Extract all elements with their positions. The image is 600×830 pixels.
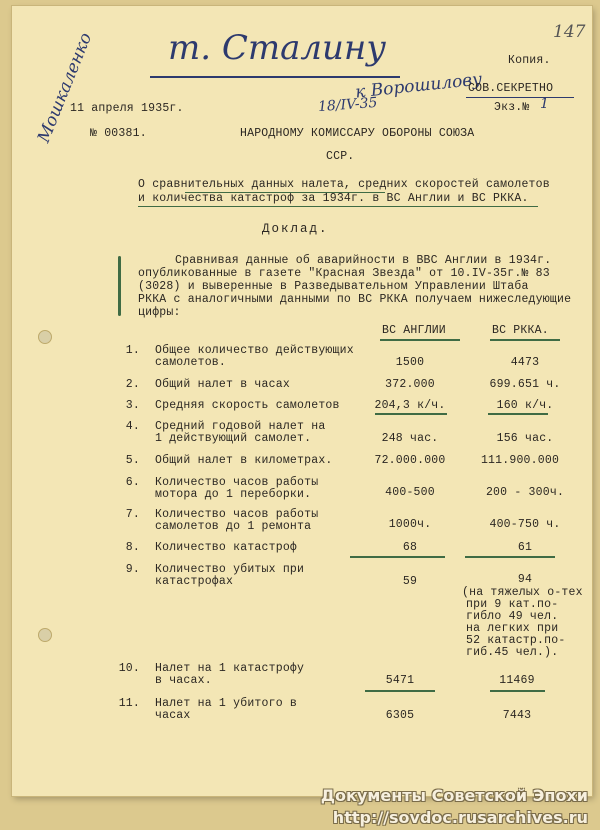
row-label: Средняя скорость самолетов	[155, 399, 340, 412]
row-label: часах	[155, 709, 191, 722]
subject-line2: и количества катастроф за 1934г. в ВС Англии и ВС РККА.	[138, 192, 529, 205]
row-note: при 9 кат.по-	[466, 598, 559, 611]
intro-line: опубликованные в газете "Красная Звезда" от 10.IV-35г.№ 83	[138, 267, 550, 280]
value-rkka: 7443	[502, 709, 532, 722]
value-england: 372.000	[385, 378, 435, 391]
value-underline	[350, 556, 445, 558]
row-number: 2.	[125, 378, 140, 391]
value-rkka: 699.651 ч.	[489, 378, 561, 391]
row-note: гибло 49 чел.	[466, 610, 559, 623]
value-england: 6305	[385, 709, 415, 722]
value-england: 59	[402, 575, 418, 588]
row-label: в часах.	[155, 674, 212, 687]
row-note: 52 катастр.по-	[466, 634, 566, 647]
value-rkka: 400-750 ч.	[489, 518, 561, 531]
value-underline	[465, 556, 555, 558]
addressee-handwritten: т. Сталину	[168, 28, 387, 68]
row-number: 9.	[125, 563, 140, 576]
recipient-line2: ССР.	[326, 150, 355, 163]
watermark-url: http://sovdoc.rusarchives.ru	[332, 808, 588, 827]
intro-line: цифры:	[138, 306, 181, 319]
value-england: 1000ч.	[388, 518, 432, 531]
value-underline	[490, 690, 545, 692]
recipient-line1: НАРОДНОМУ КОМИССАРУ ОБОРОНЫ СОЮЗА	[240, 127, 475, 140]
col-header-rkka: ВС РККА.	[492, 324, 549, 337]
value-rkka: 11469	[499, 674, 535, 687]
row-label: Налет на 1 убитого в	[155, 697, 298, 710]
row-note: гиб.45 чел.).	[466, 646, 559, 659]
value-rkka: 160 к/ч.	[496, 399, 554, 412]
forward-date: 18/IV-35	[317, 94, 378, 116]
row-number: 10.	[118, 662, 140, 675]
secret-underline	[466, 97, 574, 98]
forward-note: к Ворошилову	[354, 69, 483, 103]
header-underline	[490, 339, 560, 341]
value-rkka: 111.900.000	[480, 454, 560, 467]
value-england: 68	[402, 541, 418, 554]
col-header-england: ВС АНГЛИИ	[382, 324, 446, 337]
row-label: мотора до 1 переборки.	[155, 488, 312, 501]
row-label: Количество часов работы	[155, 508, 319, 521]
row-number: 7.	[125, 508, 140, 521]
value-england: 204,3 к/ч.	[374, 399, 446, 412]
row-note: на легких при	[466, 622, 559, 635]
row-label: 1 действующий самолет.	[155, 432, 312, 445]
row-number: 11.	[118, 697, 140, 710]
margin-resolution: Мошкаленко	[34, 29, 97, 146]
value-underline	[365, 690, 435, 692]
row-number: 6.	[125, 476, 140, 489]
document-number: № 00381.	[90, 127, 147, 140]
intro-line: РККА с аналогичными данными по ВС РККА получаем нижеследующие	[138, 293, 572, 306]
secret-stamp: СОВ.СЕКРЕТНО	[468, 82, 554, 95]
value-england: 248 час.	[381, 432, 439, 445]
row-label: Количество часов работы	[155, 476, 319, 489]
value-england: 72.000.000	[374, 454, 446, 467]
intro-line: Сравнивая данные об аварийности в ВВС Англии в 1934г.	[175, 254, 552, 267]
punch-hole	[38, 330, 52, 344]
row-label: самолетов до 1 ремонта	[155, 520, 312, 533]
subject-underline	[138, 206, 538, 207]
row-number: 1.	[125, 344, 140, 357]
margin-mark	[118, 256, 121, 316]
value-rkka: 94	[517, 573, 533, 586]
row-label: Общее количество действующих	[155, 344, 354, 357]
row-label: Количество катастроф	[155, 541, 298, 554]
watermark-title: Документы Советской Эпохи	[320, 786, 588, 805]
row-label: катастрофах	[155, 575, 234, 588]
row-number: 8.	[125, 541, 140, 554]
subject-underline	[185, 192, 385, 193]
report-title: Доклад.	[262, 222, 329, 236]
subject-line1: О сравнительных данных налета, средних скоростей самолетов	[138, 178, 550, 191]
row-number: 3.	[125, 399, 140, 412]
header-underline	[380, 339, 460, 341]
row-note: (на тяжелых о-тех	[462, 586, 583, 599]
value-england: 1500	[395, 356, 425, 369]
copy-number-label: Экз.№	[494, 101, 530, 114]
value-underline	[488, 413, 548, 415]
copy-number-value: 1	[540, 96, 549, 112]
value-rkka: 61	[517, 541, 533, 554]
document-date: 11 апреля 1935г.	[70, 102, 184, 115]
page-number: 147	[553, 22, 586, 42]
value-underline	[375, 413, 447, 415]
copy-label: Копия.	[508, 54, 551, 67]
addressee-underline	[150, 76, 400, 78]
value-rkka: 200 - 300ч.	[485, 486, 565, 499]
punch-hole	[38, 628, 52, 642]
row-label: Средний годовой налет на	[155, 420, 326, 433]
value-england: 5471	[385, 674, 415, 687]
intro-line: (3028) и выверенные в Разведывательном Управлении Штаба	[138, 280, 529, 293]
row-label: Налет на 1 катастрофу	[155, 662, 305, 675]
row-number: 4.	[125, 420, 140, 433]
row-label: Общий налет в километрах.	[155, 454, 333, 467]
value-england: 400-500	[385, 486, 435, 499]
row-number: 5.	[125, 454, 140, 467]
value-rkka: 4473	[510, 356, 540, 369]
row-label: Количество убитых при	[155, 563, 305, 576]
row-label: самолетов.	[155, 356, 227, 369]
row-label: Общий налет в часах	[155, 378, 290, 391]
value-rkka: 156 час.	[496, 432, 554, 445]
